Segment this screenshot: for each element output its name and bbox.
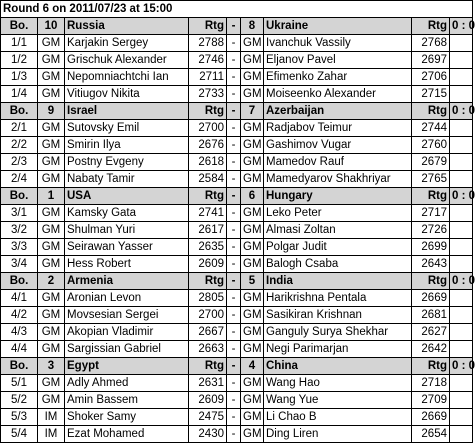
home-player-name: Hess Robert (65, 256, 189, 273)
home-player-title: GM (38, 137, 65, 154)
home-player-rating: 2618 (189, 154, 227, 171)
board-row (1, 86, 473, 103)
home-player-title: IM (38, 409, 65, 426)
home-player-title: GM (38, 154, 65, 171)
board-result (450, 239, 473, 256)
away-player-title: GM (241, 392, 264, 409)
away-rating-header: Rtg (412, 358, 450, 375)
board-result (450, 154, 473, 171)
board-separator: - (227, 409, 241, 426)
home-player-rating: 2635 (189, 239, 227, 256)
home-player-title: GM (38, 307, 65, 324)
home-player-rating: 2609 (189, 392, 227, 409)
away-player-title: GM (241, 222, 264, 239)
away-rating-header: Rtg (412, 188, 450, 205)
away-team-number: 7 (241, 103, 264, 120)
board-row (1, 154, 473, 171)
away-player-name: Wang Hao (264, 375, 412, 392)
away-player-rating: 2768 (412, 35, 450, 52)
away-player-name: Ding Liren (264, 426, 412, 443)
board-row (1, 375, 473, 392)
board-number: 5/3 (1, 409, 38, 426)
away-player-rating: 2681 (412, 307, 450, 324)
home-team-number: 10 (38, 18, 65, 35)
away-player-rating: 2715 (412, 86, 450, 103)
board-row (1, 205, 473, 222)
board-separator: - (227, 256, 241, 273)
board-number: 3/1 (1, 205, 38, 222)
board-number: 5/4 (1, 426, 38, 443)
away-player-name: Moiseenko Alexander (264, 86, 412, 103)
home-player-title: GM (38, 52, 65, 69)
board-result (450, 341, 473, 358)
home-player-name: Aronian Levon (65, 290, 189, 307)
away-team-number: 8 (241, 18, 264, 35)
away-player-title: GM (241, 307, 264, 324)
vs-separator: - (227, 188, 241, 205)
home-player-name: Akopian Vladimir (65, 324, 189, 341)
home-player-rating: 2430 (189, 426, 227, 443)
away-player-title: GM (241, 341, 264, 358)
board-result (450, 409, 473, 426)
board-row (1, 171, 473, 188)
away-player-name: Polgar Judit (264, 239, 412, 256)
board-separator: - (227, 52, 241, 69)
away-player-name: Eljanov Pavel (264, 52, 412, 69)
home-player-title: GM (38, 392, 65, 409)
board-row (1, 426, 473, 443)
board-separator: - (227, 69, 241, 86)
away-player-name: Gashimov Vugar (264, 137, 412, 154)
away-player-name: Efimenko Zahar (264, 69, 412, 86)
away-team-name: Ukraine (264, 18, 412, 35)
match-header-row (1, 188, 473, 205)
board-number: 1/4 (1, 86, 38, 103)
board-row (1, 69, 473, 86)
home-player-name: Sutovsky Emil (65, 120, 189, 137)
board-header-label: Bo. (1, 103, 38, 120)
round-title: Round 6 on 2011/07/23 at 15:00 (1, 1, 473, 18)
board-number: 1/2 (1, 52, 38, 69)
match-score: 0 : 0 (450, 188, 473, 205)
board-number: 4/3 (1, 324, 38, 341)
away-player-title: GM (241, 52, 264, 69)
home-player-name: Nabaty Tamir (65, 171, 189, 188)
home-player-title: GM (38, 341, 65, 358)
away-player-name: Li Chao B (264, 409, 412, 426)
title-row (1, 1, 473, 18)
home-player-rating: 2711 (189, 69, 227, 86)
away-player-title: GM (241, 154, 264, 171)
home-player-rating: 2663 (189, 341, 227, 358)
board-result (450, 137, 473, 154)
away-player-rating: 2706 (412, 69, 450, 86)
away-team-name: China (264, 358, 412, 375)
board-row (1, 341, 473, 358)
home-player-title: GM (38, 205, 65, 222)
board-result (450, 392, 473, 409)
board-result (450, 120, 473, 137)
board-separator: - (227, 324, 241, 341)
board-result (450, 324, 473, 341)
away-rating-header: Rtg (412, 18, 450, 35)
away-player-rating: 2679 (412, 154, 450, 171)
home-player-title: GM (38, 239, 65, 256)
match-header-row (1, 358, 473, 375)
match-header-row (1, 103, 473, 120)
home-rating-header: Rtg (189, 188, 227, 205)
home-player-rating: 2631 (189, 375, 227, 392)
away-player-rating: 2654 (412, 426, 450, 443)
board-result (450, 307, 473, 324)
home-player-name: Vitiugov Nikita (65, 86, 189, 103)
home-team-number: 9 (38, 103, 65, 120)
home-rating-header: Rtg (189, 103, 227, 120)
home-player-name: Karjakin Sergey (65, 35, 189, 52)
board-header-label: Bo. (1, 188, 38, 205)
home-player-rating: 2741 (189, 205, 227, 222)
match-header-row (1, 273, 473, 290)
home-team-number: 1 (38, 188, 65, 205)
board-result (450, 52, 473, 69)
home-player-title: GM (38, 324, 65, 341)
home-player-title: GM (38, 290, 65, 307)
match-score: 0 : 0 (450, 273, 473, 290)
board-row (1, 239, 473, 256)
away-player-title: GM (241, 239, 264, 256)
board-separator: - (227, 222, 241, 239)
away-player-name: Almasi Zoltan (264, 222, 412, 239)
board-separator: - (227, 154, 241, 171)
board-result (450, 86, 473, 103)
away-player-rating: 2627 (412, 324, 450, 341)
away-player-name: Negi Parimarjan (264, 341, 412, 358)
board-separator: - (227, 120, 241, 137)
board-row (1, 222, 473, 239)
board-result (450, 256, 473, 273)
board-number: 1/1 (1, 35, 38, 52)
away-team-number: 4 (241, 358, 264, 375)
board-row (1, 256, 473, 273)
away-player-name: Mamedyarov Shakhriyar (264, 171, 412, 188)
home-player-name: Ezat Mohamed (65, 426, 189, 443)
home-player-title: GM (38, 375, 65, 392)
away-player-name: Mamedov Rauf (264, 154, 412, 171)
away-player-name: Wang Yue (264, 392, 412, 409)
board-row (1, 52, 473, 69)
board-separator: - (227, 35, 241, 52)
away-player-name: Harikrishna Pentala (264, 290, 412, 307)
away-player-title: GM (241, 409, 264, 426)
home-player-rating: 2788 (189, 35, 227, 52)
away-player-title: GM (241, 35, 264, 52)
home-player-rating: 2617 (189, 222, 227, 239)
away-player-name: Radjabov Teimur (264, 120, 412, 137)
away-player-title: GM (241, 171, 264, 188)
board-result (450, 290, 473, 307)
away-player-title: GM (241, 290, 264, 307)
home-player-name: Amin Bassem (65, 392, 189, 409)
board-row (1, 35, 473, 52)
board-separator: - (227, 290, 241, 307)
match-score: 0 : 0 (450, 103, 473, 120)
home-player-rating: 2805 (189, 290, 227, 307)
board-result (450, 375, 473, 392)
board-result (450, 222, 473, 239)
board-separator: - (227, 137, 241, 154)
home-player-name: Seirawan Yasser (65, 239, 189, 256)
home-team-name: Russia (65, 18, 189, 35)
away-rating-header: Rtg (412, 103, 450, 120)
match-score: 0 : 0 (450, 18, 473, 35)
away-player-name: Balogh Csaba (264, 256, 412, 273)
board-separator: - (227, 375, 241, 392)
home-player-rating: 2667 (189, 324, 227, 341)
board-result (450, 426, 473, 443)
home-team-name: Israel (65, 103, 189, 120)
away-player-name: Leko Peter (264, 205, 412, 222)
home-team-number: 2 (38, 273, 65, 290)
home-team-name: Egypt (65, 358, 189, 375)
away-player-rating: 2744 (412, 120, 450, 137)
home-player-name: Adly Ahmed (65, 375, 189, 392)
match-score: 0 : 0 (450, 358, 473, 375)
away-player-name: Sasikiran Krishnan (264, 307, 412, 324)
vs-separator: - (227, 18, 241, 35)
away-player-title: GM (241, 324, 264, 341)
home-player-name: Movsesian Sergei (65, 307, 189, 324)
board-number: 4/2 (1, 307, 38, 324)
board-number: 5/1 (1, 375, 38, 392)
board-row (1, 290, 473, 307)
match-header-row (1, 18, 473, 35)
board-row (1, 324, 473, 341)
board-row (1, 307, 473, 324)
home-player-name: Smirin Ilya (65, 137, 189, 154)
away-player-rating: 2642 (412, 341, 450, 358)
board-number: 2/4 (1, 171, 38, 188)
away-player-rating: 2699 (412, 239, 450, 256)
board-separator: - (227, 171, 241, 188)
away-player-rating: 2709 (412, 392, 450, 409)
home-player-rating: 2746 (189, 52, 227, 69)
home-player-rating: 2700 (189, 120, 227, 137)
board-result (450, 69, 473, 86)
away-player-rating: 2669 (412, 290, 450, 307)
away-player-title: GM (241, 205, 264, 222)
away-player-title: GM (241, 375, 264, 392)
board-result (450, 205, 473, 222)
board-header-label: Bo. (1, 18, 38, 35)
board-separator: - (227, 205, 241, 222)
home-player-name: Nepomniachtchi Ian (65, 69, 189, 86)
home-player-title: GM (38, 35, 65, 52)
board-row (1, 137, 473, 154)
home-player-rating: 2676 (189, 137, 227, 154)
board-separator: - (227, 392, 241, 409)
away-player-title: GM (241, 69, 264, 86)
vs-separator: - (227, 273, 241, 290)
home-player-rating: 2733 (189, 86, 227, 103)
home-player-name: Shulman Yuri (65, 222, 189, 239)
home-player-title: GM (38, 120, 65, 137)
board-number: 3/3 (1, 239, 38, 256)
board-separator: - (227, 307, 241, 324)
board-separator: - (227, 239, 241, 256)
board-separator: - (227, 86, 241, 103)
away-player-name: Ivanchuk Vassily (264, 35, 412, 52)
home-rating-header: Rtg (189, 358, 227, 375)
pairings-body (1, 1, 473, 443)
away-rating-header: Rtg (412, 273, 450, 290)
board-number: 2/2 (1, 137, 38, 154)
home-team-name: Armenia (65, 273, 189, 290)
home-player-name: Postny Evgeny (65, 154, 189, 171)
board-header-label: Bo. (1, 273, 38, 290)
home-player-rating: 2609 (189, 256, 227, 273)
away-team-number: 6 (241, 188, 264, 205)
board-number: 3/2 (1, 222, 38, 239)
away-player-rating: 2669 (412, 409, 450, 426)
board-number: 2/3 (1, 154, 38, 171)
away-player-rating: 2718 (412, 375, 450, 392)
home-player-title: GM (38, 256, 65, 273)
away-team-name: Hungary (264, 188, 412, 205)
away-team-name: India (264, 273, 412, 290)
away-player-rating: 2643 (412, 256, 450, 273)
home-player-name: Shoker Samy (65, 409, 189, 426)
home-player-title: GM (38, 222, 65, 239)
away-team-number: 5 (241, 273, 264, 290)
board-number: 3/4 (1, 256, 38, 273)
board-separator: - (227, 426, 241, 443)
home-player-title: IM (38, 426, 65, 443)
home-player-title: GM (38, 69, 65, 86)
home-team-number: 3 (38, 358, 65, 375)
home-player-name: Kamsky Gata (65, 205, 189, 222)
away-team-name: Azerbaijan (264, 103, 412, 120)
away-player-rating: 2717 (412, 205, 450, 222)
home-rating-header: Rtg (189, 18, 227, 35)
home-player-name: Sargissian Gabriel (65, 341, 189, 358)
away-player-rating: 2726 (412, 222, 450, 239)
board-result (450, 35, 473, 52)
home-team-name: USA (65, 188, 189, 205)
home-player-rating: 2475 (189, 409, 227, 426)
away-player-rating: 2697 (412, 52, 450, 69)
board-result (450, 171, 473, 188)
away-player-name: Ganguly Surya Shekhar (264, 324, 412, 341)
away-player-title: GM (241, 426, 264, 443)
board-number: 4/4 (1, 341, 38, 358)
vs-separator: - (227, 103, 241, 120)
away-player-rating: 2760 (412, 137, 450, 154)
home-player-title: GM (38, 171, 65, 188)
away-player-title: GM (241, 256, 264, 273)
home-rating-header: Rtg (189, 273, 227, 290)
board-header-label: Bo. (1, 358, 38, 375)
board-number: 4/1 (1, 290, 38, 307)
board-number: 2/1 (1, 120, 38, 137)
board-number: 1/3 (1, 69, 38, 86)
home-player-rating: 2584 (189, 171, 227, 188)
home-player-name: Grischuk Alexander (65, 52, 189, 69)
away-player-rating: 2765 (412, 171, 450, 188)
home-player-title: GM (38, 86, 65, 103)
away-player-title: GM (241, 86, 264, 103)
vs-separator: - (227, 358, 241, 375)
board-row (1, 409, 473, 426)
board-number: 5/2 (1, 392, 38, 409)
home-player-rating: 2700 (189, 307, 227, 324)
board-row (1, 392, 473, 409)
board-separator: - (227, 341, 241, 358)
away-player-title: GM (241, 120, 264, 137)
away-player-title: GM (241, 137, 264, 154)
board-row (1, 120, 473, 137)
